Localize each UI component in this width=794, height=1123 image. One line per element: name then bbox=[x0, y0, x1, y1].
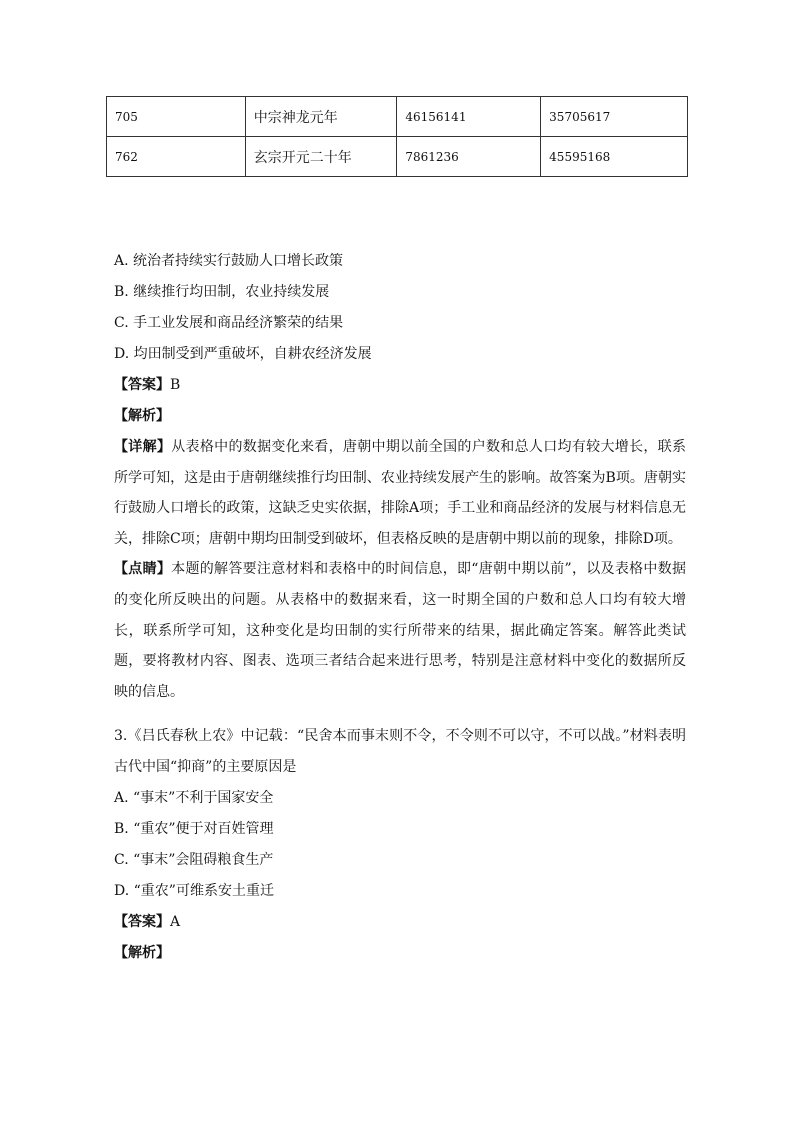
answer-value: A bbox=[170, 913, 181, 930]
q2-option-d: D. 均田制受到严重破坏，自耕农经济发展 bbox=[114, 346, 372, 362]
answer-label: 【答案】 bbox=[114, 377, 170, 393]
q3-analysis-label: 【解析】 bbox=[114, 944, 170, 961]
table-row bbox=[107, 97, 688, 137]
q3-option-c: C. “事末”会阻碍粮食生产 bbox=[114, 851, 274, 868]
q3-option-d: D. “重农”可维系安土重迁 bbox=[114, 882, 274, 899]
spacer bbox=[114, 707, 686, 721]
q3-option-b: B. “重农”便于对百姓管理 bbox=[114, 820, 274, 837]
q2-option-b: B. 继续推行均田制，农业持续发展 bbox=[114, 284, 330, 300]
table-cell-year: 705 bbox=[107, 97, 246, 137]
q2-option-a: A. 统治者持续实行鼓励人口增长政策 bbox=[114, 253, 344, 269]
q2-answer bbox=[114, 370, 686, 401]
q3-stem: 3.《吕氏春秋上农》中记载：“民舍本而事末则不令，不令则不可以守，不可以战。”材料表明古代中国“抑商”的主要原因是 bbox=[114, 728, 686, 775]
tip-text: 本题的解答要注意材料和表格中的时间信息，即“唐朝中期以前”，以及表格中数据的变化所反映出的问题。从表格中的数据来看，这一时期全国的户数和总人口均有较大增长，联系所学可知，这种变化是均田制的实行所带来的结果，据此确定答案。解答此类试题，要将教材内容、图表、选项三者结合起来进行思考，特别是注意材料中变化的数据所反映的信息。 bbox=[114, 561, 687, 700]
detail-text: 从表格中的数据变化来看，唐朝中期以前全国的户数和总人口均有较大增长，联系所学可知，这是由于唐朝继续推行均田制、农业持续发展产生的影响。故答案为B项。唐朝实行鼓励人口增长的政策，这缺乏史实依据，排除A项；手工业和商品经济的发展与材料信息无关，排除C项；唐朝中期均田制受到破坏，但表格反映的是唐朝中期以前的现象，排除D项。 bbox=[114, 439, 687, 547]
q3-option-a: A. “事末”不利于国家安全 bbox=[114, 789, 274, 806]
detail-label: 【详解】 bbox=[114, 439, 172, 455]
answer-value: B bbox=[170, 377, 181, 393]
q2-analysis-label: 【解析】 bbox=[114, 408, 170, 424]
table-cell-year: 762 bbox=[107, 137, 246, 177]
table-cell-households: 7861236 bbox=[397, 137, 541, 177]
population-table bbox=[106, 96, 688, 177]
table-cell-era: 玄宗开元二十年 bbox=[245, 137, 397, 177]
q2-option-c: C. 手工业发展和商品经济繁荣的结果 bbox=[114, 315, 344, 331]
answer-label: 【答案】 bbox=[114, 913, 170, 930]
table-cell-households: 46156141 bbox=[397, 97, 541, 137]
table-cell-era: 中宗神龙元年 bbox=[245, 97, 397, 137]
table-cell-population: 45595168 bbox=[541, 137, 688, 177]
q3-answer bbox=[114, 907, 686, 938]
table-cell-population: 35705617 bbox=[541, 97, 688, 137]
table-row bbox=[107, 137, 688, 177]
question-content bbox=[114, 246, 686, 969]
tip-label: 【点睛】 bbox=[114, 561, 172, 578]
q2-detail-paragraph bbox=[114, 432, 686, 554]
q2-tip-paragraph bbox=[114, 554, 686, 707]
